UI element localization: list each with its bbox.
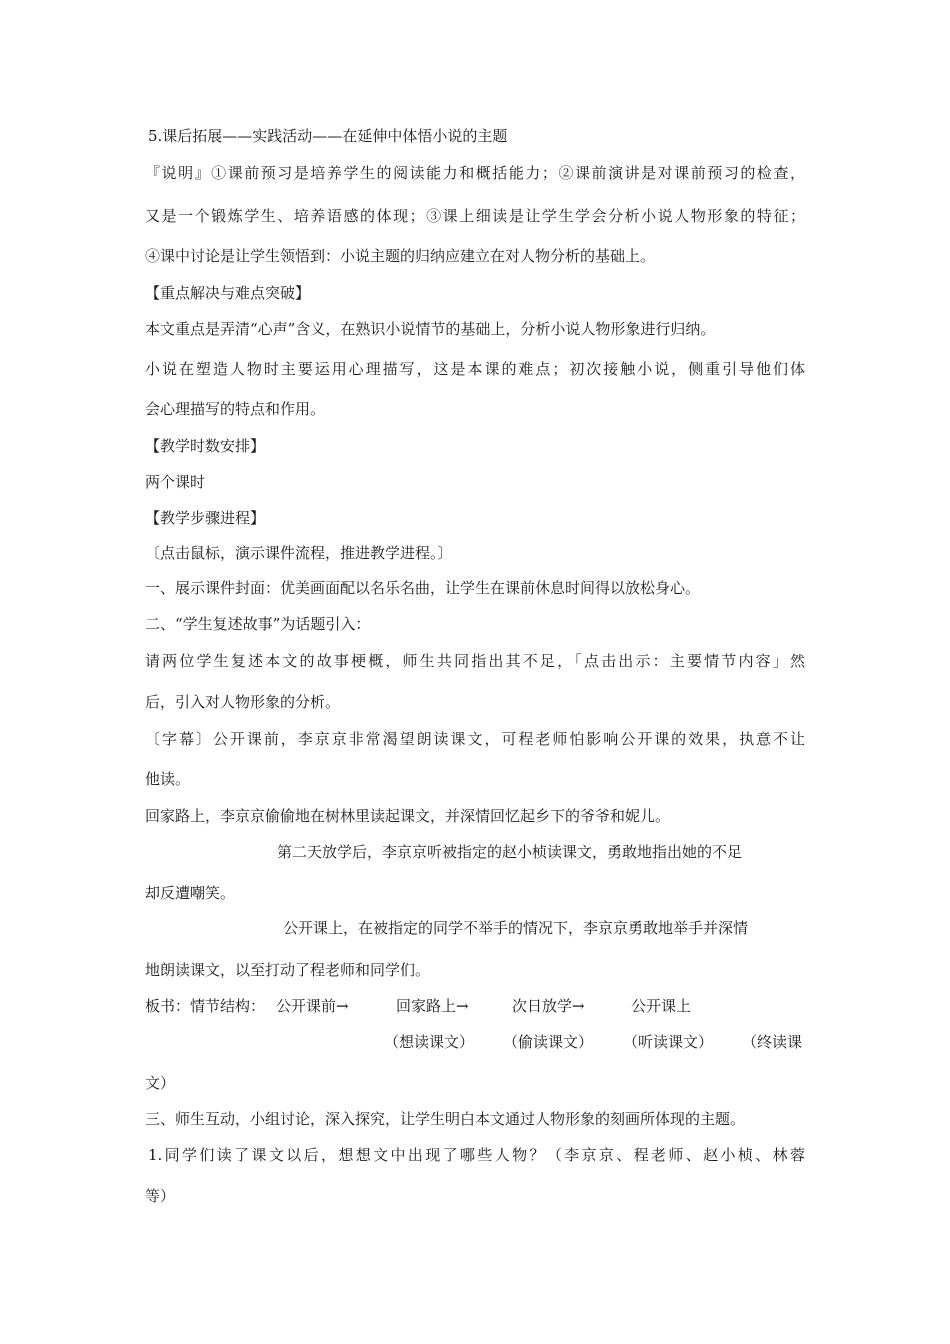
paragraph-line: 1.同学们读了课文以后，想想文中出现了哪些人物？（李京京、程老师、赵小桢、林蓉 [148,1146,805,1164]
paragraph-line: 小说在塑造人物时主要运用心理描写，这是本课的难点；初次接触小说，侧重引导他们体 [145,360,805,378]
paragraph-line: 二、“学生复述故事”为话题引入： [145,615,371,633]
paragraph-line: ④课中讨论是让学生领悟到：小说主题的归纳应建立在对人物分析的基础上。 [145,247,656,265]
board-stage: 公开课上 [631,997,692,1015]
paragraph-line: 公开课上，在被指定的同学不举手的情况下，李京京勇敢地举手并深情 [283,919,749,937]
paragraph-line: 地朗读课文，以至打动了程老师和同学们。 [145,961,431,979]
paragraph-line: 三、师生互动，小组讨论，深入探究，让学生明白本文通过人物形象的刻画所体现的主题。 [145,1110,746,1128]
paragraph-line: 请两位学生复述本文的故事梗概，师生共同指出其不足，「点击出示：主要情节内容」然 [145,652,805,670]
section-heading: 【教学时数安排】 [145,437,266,455]
paragraph-line: 却反遭嘲笑。 [145,884,236,902]
board-stage: 公开课前→ [276,997,349,1015]
paragraph-line: 『说明』①课前预习是培养学生的阅读能力和概括能力；②课前演讲是对课前预习的检查， [145,164,805,182]
board-note-tail: 文） [145,1074,176,1092]
paragraph-line: 一、展示课件封面：优美画面配以名乐名曲，让学生在课前休息时间得以放松身心。 [145,579,701,597]
paragraph-line: 回家路上，李京京偷偷地在树林里读起课文，并深情回忆起乡下的爷爷和妮儿。 [145,807,671,825]
board-note: （听读课文） [623,1033,714,1051]
paragraph-line: 后，引入对人物形象的分析。 [145,693,341,711]
paragraph-line: 他读。 [145,770,191,788]
board-stage: 次日放学→ [512,997,585,1015]
paragraph-line: 本文重点是弄清“心声”含义，在熟识小说情节的基础上，分析小说人物形象进行归纳。 [145,320,716,338]
paragraph-line: 第二天放学后，李京京听被指定的赵小桢读课文，勇敢地指出她的不足 [277,843,743,861]
paragraph-line: 等） [145,1187,176,1205]
board-note: （终读课 [742,1033,803,1051]
section-heading: 【重点解决与难点突破】 [145,284,311,302]
section-heading: 【教学步骤进程】 [145,509,266,527]
paragraph-line: 又是一个锻炼学生、培养语感的体现；③课上细读是让学生学会分析小说人物形象的特征； [145,207,805,225]
paragraph-line: 〔字幕〕公开课前，李京京非常渴望朗读课文，可程老师怕影响公开课的效果，执意不让 [145,730,805,748]
board-label: 板书：情节结构： [145,997,266,1015]
paragraph-line: 两个课时 [145,473,206,491]
paragraph-line: 〔点击鼠标，演示课件流程，推进教学进程。〕 [145,544,453,562]
board-note: （想读课文） [384,1033,475,1051]
paragraph-line: 会心理描写的特点和作用。 [145,400,326,418]
board-note: （偷读课文） [503,1033,594,1051]
board-stage: 回家路上→ [396,997,469,1015]
section-heading: 5.课后拓展——实践活动——在延伸中体悟小说的主题 [148,127,508,145]
